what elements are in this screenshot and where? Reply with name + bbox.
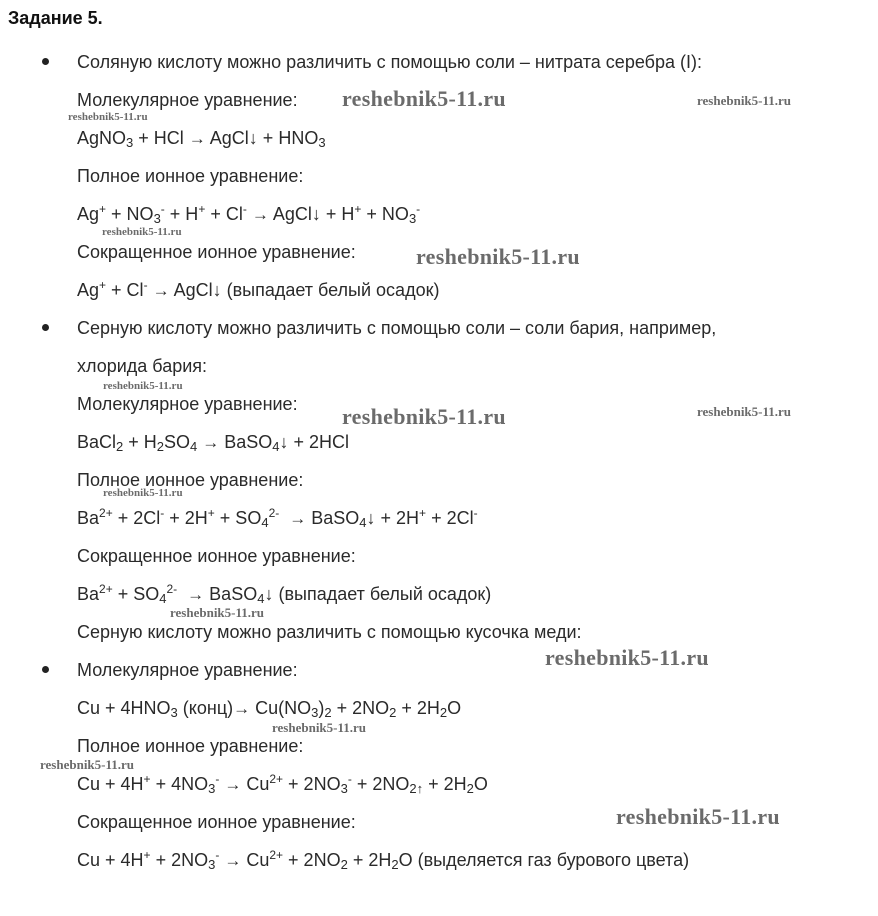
block1-short-label: Сокращенное ионное уравнение: [77,242,356,262]
block2-full-label: Полное ионное уравнение: [77,470,304,490]
watermark: reshebnik5-11.ru [342,86,506,111]
equation-3-short-ionic: $Cu + 4H^+ + 2NO_3^- \to Cu^{2+} + 2NO_2 + 2H_2O$ (выделяется газ бурового цвета) [77,848,690,872]
block1-full-label: Полное ионное уравнение: [77,166,304,186]
watermark: reshebnik5-11.ru [103,487,183,499]
watermark: reshebnik5-11.ru [697,404,792,419]
equation-2-molecular: BaCl$_2$ + $H_2SO_4$ → BaSO$_4$↓ + 2HCl [77,432,350,454]
block3-short-label: Сокращенное ионное уравнение: [77,812,356,832]
watermark: reshebnik5-11.ru [545,645,709,670]
block3-mol-label: Молекулярное уравнение: [77,660,298,680]
block3-conc-note: (конц) [182,698,234,718]
equation-1-short-ionic: Ag+ + Cl- → AgCl↓ (выпадает белый осадок) [77,278,440,300]
block3-short-note: (выделяется газ бурового цвета) [417,850,690,870]
watermark: reshebnik5-11.ru [416,244,580,269]
watermark: reshebnik5-11.ru [342,404,506,429]
watermark: reshebnik5-11.ru [103,380,183,392]
block2-short-label: Сокращенное ионное уравнение: [77,546,356,566]
equation-2-short-ionic: $Ba^{2+} + SO_4^{2-}$ → BaSO$_4$↓ (выпадает белый осадок) [77,582,492,606]
block2-short-note: (выпадает белый осадок) [278,584,492,604]
equation-3-full-ionic: $Cu + 4H^+ + 4NO_3^- \to Cu^{2+} + 2NO_3^- + 2NO_{2↑} + 2H_2O$ [77,772,488,796]
bullet-icon [42,58,49,65]
block1-mol-label: Молекулярное уравнение: [77,90,298,110]
task-title: Задание 5. [8,8,103,28]
bullet-icon [42,324,49,331]
watermark: reshebnik5-11.ru [697,93,792,108]
equation-2-full-ionic: $Ba^{2+} + 2Cl^- + 2H^+ + SO_4^{2-}$ → BaSO$_4$↓ + 2H+ + 2Cl- [77,506,478,530]
watermark: reshebnik5-11.ru [68,111,148,123]
equation-3-molecular: $Cu + 4HNO_3$ (конц)→ $Cu(NO_3)_2 + 2NO_2 + 2H_2O$ [77,698,462,720]
block2-copper-intro: Серную кислоту можно различить с помощью кусочка меди: [77,622,582,642]
block2-mol-label: Молекулярное уравнение: [77,394,298,414]
block2-intro-line1: Серную кислоту можно различить с помощью соли – соли бария, например, [77,318,717,338]
watermark: reshebnik5-11.ru [616,804,780,829]
watermark: reshebnik5-11.ru [40,757,135,772]
watermark: reshebnik5-11.ru [170,605,265,620]
equation-1-molecular: AgNO$_3$ + HCl → AgCl↓ + $HNO_3$ [77,128,326,150]
equation-1-full-ionic: $Ag^+ + NO_3^- + H^+ + Cl^-$ → AgCl↓ + $H^+ + NO_3^-$ [77,202,421,226]
block1-short-note: (выпадает белый осадок) [226,280,440,300]
watermark: reshebnik5-11.ru [102,226,182,238]
block2-intro-line2: хлорида бария: [77,356,208,376]
bullet-icon [42,666,49,673]
block1-intro: Соляную кислоту можно различить с помощью соли – нитрата серебра (I): [77,52,702,72]
block3-full-label: Полное ионное уравнение: [77,736,304,756]
watermark: reshebnik5-11.ru [272,720,367,735]
